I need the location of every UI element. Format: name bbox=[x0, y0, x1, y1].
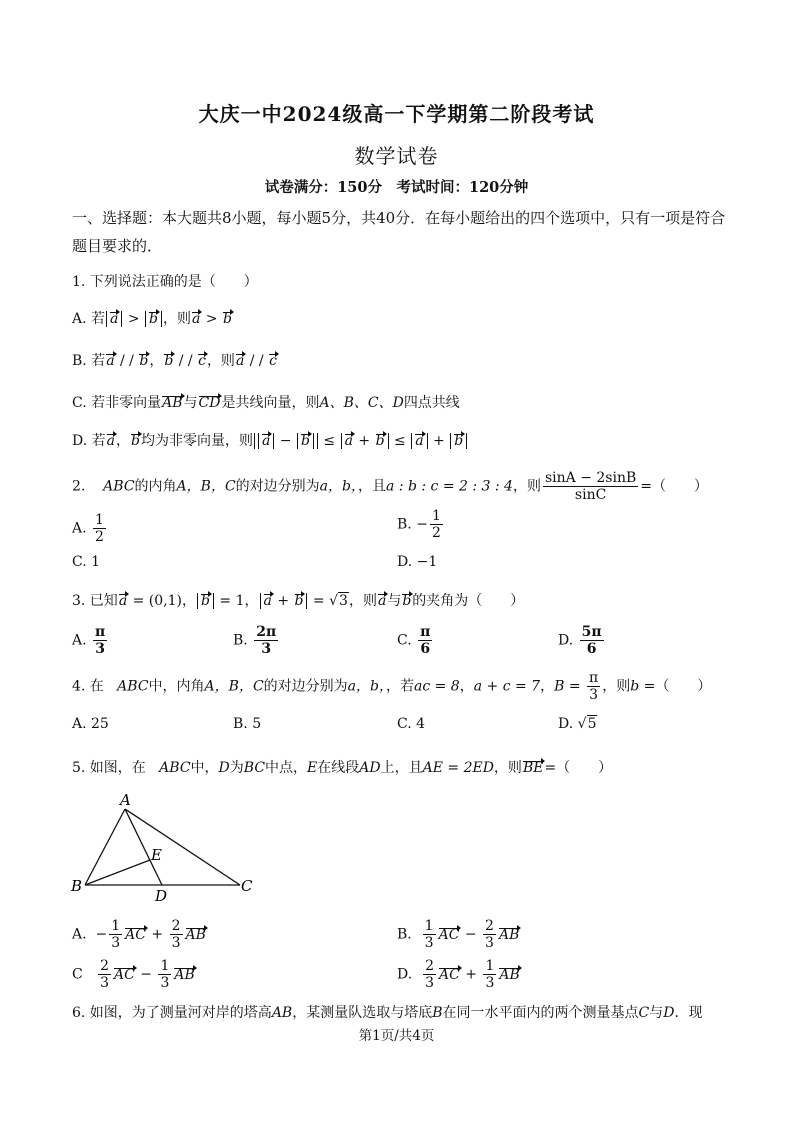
q6-text1: 6. 如图，为了测量河对岸的塔高 bbox=[72, 1005, 272, 1021]
exam-title: 大庆一中2024级高一下学期第二阶段考试 bbox=[198, 102, 595, 126]
q2-option-d: D. −1 bbox=[397, 554, 438, 570]
q2-tail: =（ ） bbox=[640, 478, 708, 495]
q4-text5: 的对边分别为 bbox=[263, 678, 348, 695]
q5-option-b: B. $\frac{1}{3}$ AC − $\frac{2}{3}$ AB bbox=[397, 918, 520, 951]
q6-stem bbox=[72, 1002, 702, 1022]
page-footer: 第1页/共4页 bbox=[358, 1028, 435, 1044]
q5-tail: =（ ） bbox=[544, 760, 613, 776]
q2-fraction bbox=[543, 470, 638, 503]
q4-d-label: D. bbox=[558, 716, 574, 732]
q1-a-prefix: A. 若 bbox=[72, 311, 106, 327]
q3-a-label: A. bbox=[72, 632, 87, 649]
label-e: E bbox=[151, 846, 162, 864]
q1-b-prefix: B. 若 bbox=[72, 353, 106, 369]
q4-option-c: C. 4 bbox=[397, 716, 426, 732]
q5-ad: AD bbox=[359, 760, 381, 776]
q5-b-label: B. bbox=[397, 926, 412, 943]
section-heading: 一、选择题：本大题共8小题，每小题5分，共40分．在每小题给出的四个选项中，只有一项是符合题目要求的． bbox=[72, 209, 726, 255]
q3-text4: 的夹角为（ ） bbox=[412, 593, 525, 609]
q5-triangle-figure bbox=[60, 790, 270, 905]
q6-ab: AB bbox=[271, 1005, 293, 1021]
q4-tail: （ ） bbox=[655, 678, 712, 695]
q2-option-c: C. 1 bbox=[72, 554, 101, 570]
q2-text7: ，则 bbox=[512, 478, 541, 495]
q5-e: E bbox=[307, 760, 318, 776]
q2-sides: a，b， bbox=[319, 478, 358, 495]
q5-d: D bbox=[218, 760, 230, 776]
q5-text1: 5. 如图，在 bbox=[72, 760, 146, 776]
q3-text2: ，则 bbox=[348, 593, 377, 609]
q4-option-a: A. 25 bbox=[72, 716, 109, 732]
q1-option-a: A. 若 a > b ，则a > b bbox=[72, 311, 232, 327]
q4-cond2: a + c = 7 bbox=[473, 678, 541, 695]
q5-text9: 在线段 bbox=[317, 760, 360, 776]
q4-text1: 4. 在 bbox=[72, 678, 104, 695]
q2-ratio: a : b : c = 2 : 3 : 4 bbox=[385, 478, 513, 495]
label-a: A bbox=[120, 791, 131, 809]
q3-option-c: C. $\frac{\pi}{6}$ bbox=[397, 624, 431, 657]
q3-d-label: D. bbox=[558, 632, 574, 649]
q2-b-label: B. bbox=[397, 516, 412, 533]
q6-d: D bbox=[663, 1005, 675, 1021]
q4-text7: ，若 bbox=[385, 678, 414, 695]
q3-option-d: D. $\frac{5\pi}{6}$ bbox=[558, 624, 602, 657]
q6-text3: ，某测量队选取与塔底 bbox=[292, 1005, 433, 1021]
q1-c-text2: 与 bbox=[183, 395, 198, 411]
q2-option-b: B. − $\frac{1}{2}$ bbox=[397, 508, 441, 541]
q2-triangle: ABC bbox=[103, 478, 135, 495]
q5-cond: AE = 2ED bbox=[422, 760, 494, 776]
label-c: C bbox=[241, 877, 253, 895]
q5-stem: 5. 如图，在 ABC中，D为BC中点，E在线段AD上，且AE = 2ED，则BE=（ ） bbox=[72, 760, 613, 776]
q3-text3: 与 bbox=[387, 593, 402, 609]
q2-option-a: A. $\frac{1}{2}$ bbox=[72, 512, 104, 545]
q1-c-text1: C. 若非零向量 bbox=[72, 395, 162, 411]
q4-triangle: ABC bbox=[117, 678, 149, 695]
q5-a-label: A. bbox=[72, 926, 87, 943]
q1-c-text3: 是共线向量，则 bbox=[221, 395, 320, 411]
q1-c-text4: 四点共线 bbox=[403, 395, 460, 411]
q1-b-then: ，则 bbox=[206, 353, 235, 369]
q4-cond1: ac = 8 bbox=[413, 678, 460, 695]
q6-text5: 在同一水平面内的两个测量基点 bbox=[442, 1005, 639, 1021]
q1-a-then: ，则 bbox=[162, 311, 191, 327]
q5-text7: 中点， bbox=[265, 760, 308, 776]
q5-text12: ，则 bbox=[493, 760, 522, 776]
q2-text6: ，且 bbox=[357, 478, 386, 495]
q1-stem: 1. 下列说法正确的是（ ） bbox=[72, 274, 258, 290]
q5-option-a: A. − $\frac{1}{3}$ AC + $\frac{2}{3}$ AB bbox=[72, 918, 206, 951]
q2-angles: A，B，C bbox=[176, 478, 236, 495]
segment-be bbox=[85, 860, 150, 885]
q4-stem: 4. 在 ABC中，内角A，B，C的对边分别为a，b，，若ac = 8，a + c = 7，B = $\frac{\pi}{3}$ ，则b =（ ） bbox=[72, 670, 712, 703]
q1-option-c: C. 若非零向量AB与CD是共线向量，则A、B、C、D四点共线 bbox=[72, 395, 460, 411]
exam-meta: 试卷满分：150分 考试时间：120分钟 bbox=[264, 179, 529, 196]
q4-b-eq: b = bbox=[630, 678, 656, 695]
q5-bc: BC bbox=[243, 760, 266, 776]
edge-ac bbox=[125, 809, 240, 885]
q3-text1: 3. 已知 bbox=[72, 593, 118, 609]
q4-text3: 中，内角 bbox=[148, 678, 205, 695]
q2-stem bbox=[72, 470, 708, 503]
q4-option-d: D. √5 bbox=[558, 716, 597, 732]
q6-text9: ．现 bbox=[674, 1005, 703, 1021]
q3-stem: 3. 已知a = (0,1)， b = 1， a + b = √3，则a与b的夹角为（ ） bbox=[72, 593, 525, 609]
q5-option-d: D. $\frac{2}{3}$ AC + $\frac{1}{3}$ AB bbox=[397, 958, 520, 991]
q6-b: B bbox=[432, 1005, 443, 1021]
q2-frac-num: sinA − 2sinB bbox=[544, 470, 637, 486]
q2-text4: 的对边分别为 bbox=[235, 478, 320, 495]
q6-text7: 与 bbox=[649, 1005, 664, 1021]
label-b: B bbox=[71, 877, 83, 895]
q1-c-points: A、B、C、D bbox=[319, 395, 404, 411]
q4-angles: A，B，C bbox=[204, 678, 264, 695]
edge-ab bbox=[85, 809, 125, 885]
q3-b-label: B. bbox=[233, 632, 248, 649]
q3-c-label: C. bbox=[397, 632, 412, 649]
q5-d-label: D. bbox=[397, 966, 413, 983]
q5-text5: 为 bbox=[229, 760, 244, 776]
q1-d-text: 均为非零向量，则 bbox=[140, 433, 253, 449]
q5-c-label: C bbox=[72, 966, 83, 983]
q2-num: 2. bbox=[72, 478, 86, 495]
q1-d-prefix: D. 若 bbox=[72, 433, 106, 449]
q5-text3: 中， bbox=[190, 760, 219, 776]
q2-a-label: A. bbox=[72, 520, 87, 537]
label-d: D bbox=[155, 887, 168, 905]
q5-triangle: ABC bbox=[159, 760, 191, 776]
q1-option-d: D. 若a，b均为非零向量，则 a − b ≤ a + b ≤ a + b bbox=[72, 430, 468, 450]
q1-option-b: B. 若a / / b，b / / c，则a / / c bbox=[72, 353, 277, 369]
q2-text2: 的内角 bbox=[134, 478, 177, 495]
exam-subtitle: 数学试卷 bbox=[354, 144, 439, 168]
q5-text11: 上，且 bbox=[380, 760, 423, 776]
q4-option-b: B. 5 bbox=[233, 716, 262, 732]
q4-sides: a，b， bbox=[347, 678, 386, 695]
q5-option-c: C $\frac{2}{3}$ AC − $\frac{1}{3}$ AB bbox=[72, 958, 195, 991]
q4-text8: ，则 bbox=[602, 678, 631, 695]
q2-frac-den: sinC bbox=[574, 487, 607, 503]
q6-c: C bbox=[638, 1005, 650, 1021]
q3-option-b: B. $\frac{2\pi}{3}$ bbox=[233, 624, 277, 657]
q3-option-a: A. $\frac{\pi}{3}$ bbox=[72, 624, 106, 657]
